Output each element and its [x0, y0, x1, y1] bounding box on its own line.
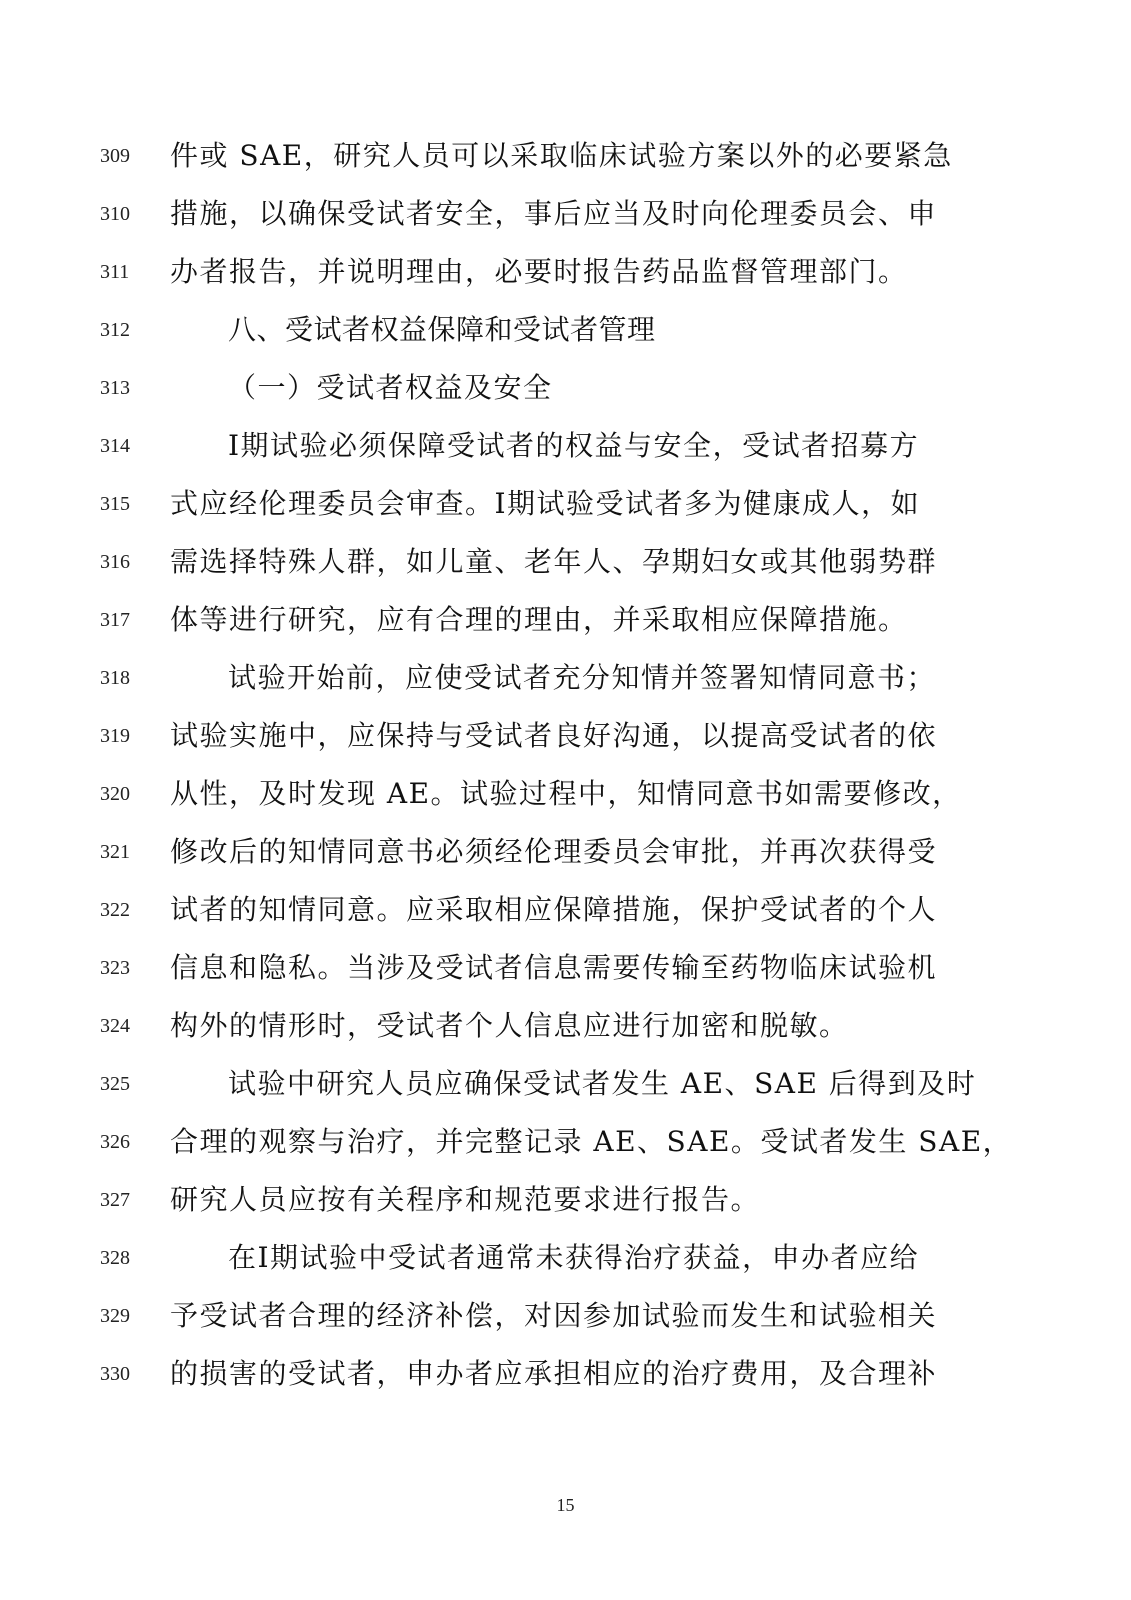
- line-number: 314: [100, 435, 130, 457]
- line-text: 措施，以确保受试者安全，事后应当及时向伦理委员会、申: [170, 197, 938, 230]
- line-text: 体等进行研究，应有合理的理由，并采取相应保障措施。: [170, 603, 908, 636]
- line-number: 310: [100, 203, 130, 225]
- line-text: 试验实施中，应保持与受试者良好沟通，以提高受试者的依: [170, 719, 938, 752]
- line-number: 322: [100, 899, 130, 921]
- line-text: 构外的情形时，受试者个人信息应进行加密和脱敏。: [170, 1009, 849, 1042]
- line-312: [0, 301, 1131, 359]
- line-number: 309: [100, 145, 130, 167]
- line-326: [0, 1113, 1131, 1171]
- line-number: 316: [100, 551, 130, 573]
- line-text: 办者报告，并说明理由，必要时报告药品监督管理部门。: [170, 255, 908, 288]
- line-330: [0, 1345, 1131, 1403]
- line-number: 311: [100, 261, 130, 283]
- line-text: 件或 SAE，研究人员可以采取临床试验方案以外的必要紧急: [170, 139, 953, 172]
- line-text: Ⅰ期试验必须保障受试者的权益与安全，受试者招募方: [228, 429, 920, 462]
- line-number: 315: [100, 493, 130, 515]
- line-327: [0, 1171, 1131, 1229]
- line-number: 324: [100, 1015, 130, 1037]
- line-313: [0, 359, 1131, 417]
- line-text: 从性，及时发现 AE。试验过程中，知情同意书如需要修改，: [170, 777, 962, 810]
- line-number: 325: [100, 1073, 130, 1095]
- line-number: 317: [100, 609, 130, 631]
- line-number: 319: [100, 725, 130, 747]
- line-number: 320: [100, 783, 130, 805]
- line-315: [0, 475, 1131, 533]
- line-316: [0, 533, 1131, 591]
- line-text: 修改后的知情同意书必须经伦理委员会审批，并再次获得受: [170, 835, 938, 868]
- line-318: [0, 649, 1131, 707]
- line-317: [0, 591, 1131, 649]
- line-324: [0, 997, 1131, 1055]
- line-number: 329: [100, 1305, 130, 1327]
- line-number: 327: [100, 1189, 130, 1211]
- line-321: [0, 823, 1131, 881]
- line-311: [0, 243, 1131, 301]
- line-number: 323: [100, 957, 130, 979]
- line-text: 予受试者合理的经济补偿，对因参加试验而发生和试验相关: [170, 1299, 938, 1332]
- line-319: [0, 707, 1131, 765]
- line-314: [0, 417, 1131, 475]
- subsection-heading: （一）受试者权益及安全: [228, 371, 553, 404]
- line-text: 试者的知情同意。应采取相应保障措施，保护受试者的个人: [170, 893, 938, 926]
- line-323: [0, 939, 1131, 997]
- line-text: 信息和隐私。当涉及受试者信息需要传输至药物临床试验机: [170, 951, 938, 984]
- line-number: 330: [100, 1363, 130, 1385]
- line-322: [0, 881, 1131, 939]
- line-number: 321: [100, 841, 130, 863]
- line-number: 328: [100, 1247, 130, 1269]
- line-text: 式应经伦理委员会审查。Ⅰ期试验受试者多为健康成人，如: [170, 487, 921, 520]
- line-text: 试验开始前，应使受试者充分知情并签署知情同意书；: [228, 661, 937, 694]
- section-heading: 八、受试者权益保障和受试者管理: [228, 313, 656, 346]
- line-328: [0, 1229, 1131, 1287]
- line-text: 需选择特殊人群，如儿童、老年人、孕期妇女或其他弱势群: [170, 545, 938, 578]
- line-325: [0, 1055, 1131, 1113]
- line-number: 313: [100, 377, 130, 399]
- page-number: 15: [556, 1495, 575, 1515]
- line-329: [0, 1287, 1131, 1345]
- line-text: 研究人员应按有关程序和规范要求进行报告。: [170, 1183, 761, 1216]
- line-number: 318: [100, 667, 130, 689]
- line-text: 在Ⅰ期试验中受试者通常未获得治疗获益，申办者应给: [228, 1241, 920, 1274]
- line-text: 的损害的受试者，申办者应承担相应的治疗费用，及合理补: [170, 1357, 938, 1390]
- line-number: 326: [100, 1131, 130, 1153]
- line-320: [0, 765, 1131, 823]
- line-text: 试验中研究人员应确保受试者发生 AE、SAE 后得到及时: [228, 1067, 977, 1100]
- line-number: 312: [100, 319, 130, 341]
- line-309: [0, 127, 1131, 185]
- line-310: [0, 185, 1131, 243]
- line-text: 合理的观察与治疗，并完整记录 AE、SAE。受试者发生 SAE，: [170, 1125, 1013, 1158]
